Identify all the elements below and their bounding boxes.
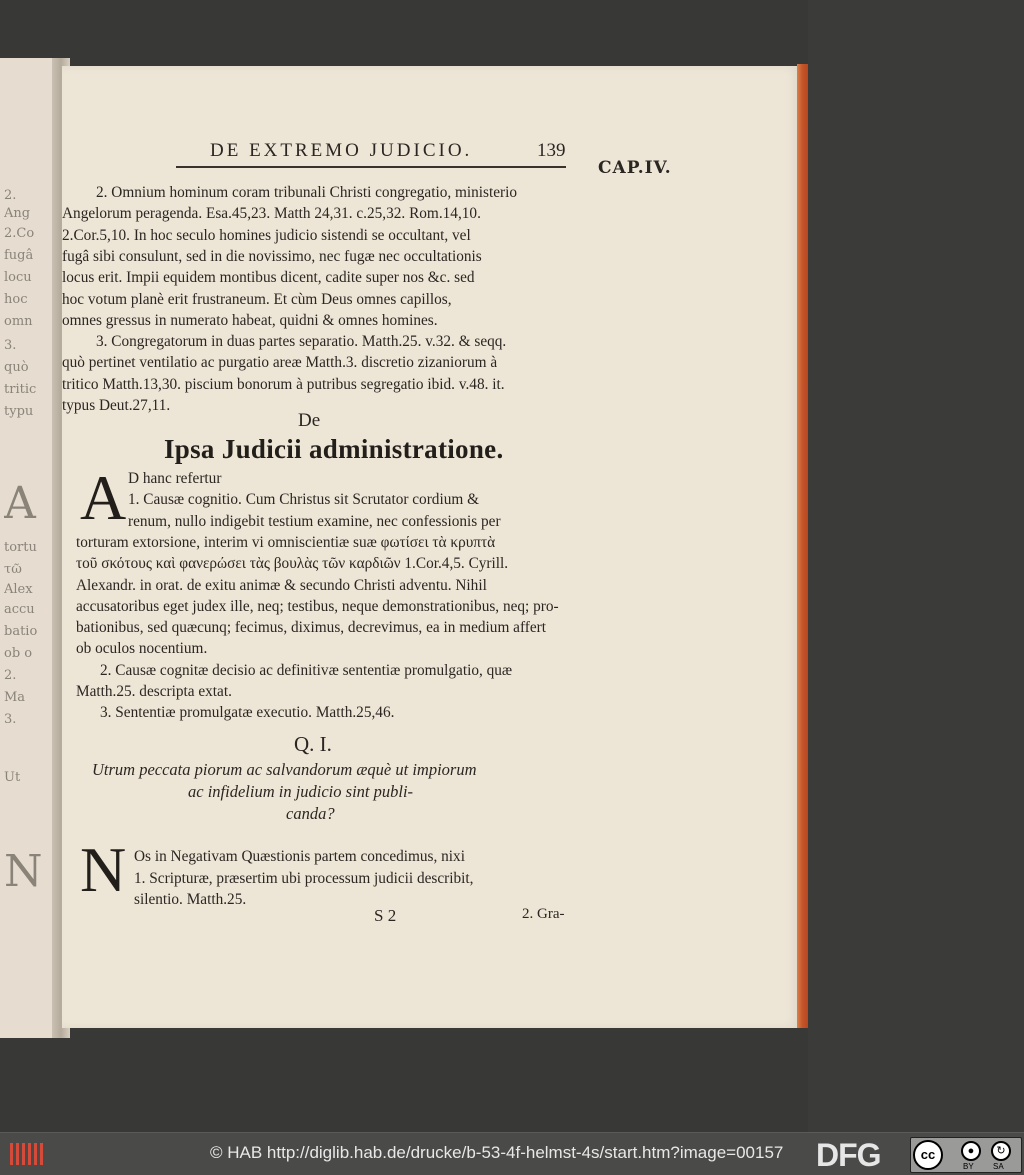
previous-page-fragment: Alex xyxy=(4,582,33,597)
question-line: Utrum peccata piorum ac salvandorum æquè ut impiorum xyxy=(92,760,477,779)
page-number: 139 xyxy=(537,140,566,161)
text-line: tritico Matth.13,30. piscium bonorum à putribus segregatio ibid. v.48. it. xyxy=(62,375,505,393)
text-line: omnes gressus in numerato habeat, quidni & omnes homines. xyxy=(62,311,438,329)
next-page-edge xyxy=(808,0,1024,1132)
person-icon: ● xyxy=(961,1141,981,1161)
text-line: torturam extorsione, interim vi omniscientiæ suæ φωτίσει τὰ κρυπτὰ xyxy=(76,533,496,551)
cc-license-badge[interactable] xyxy=(910,1137,1022,1173)
previous-page-fragment: fugâ xyxy=(4,248,34,263)
question-line: canda? xyxy=(286,804,335,823)
previous-page-fragment: locu xyxy=(4,270,32,285)
text-line: 1. Causæ cognitio. Cum Christus sit Scrutator cordium & xyxy=(128,491,479,509)
previous-page-fragment: A xyxy=(4,478,36,529)
text-line: 2. Omnium hominum coram tribunali Christi congregatio, ministerio xyxy=(96,184,518,201)
text-line: silentio. Matth.25. xyxy=(134,891,247,908)
previous-page-fragment: Ut xyxy=(4,770,21,785)
previous-page-fragment: omn xyxy=(4,314,33,329)
text-line: 1. Scripturæ, præsertim ubi processum judicii describit, xyxy=(134,869,474,887)
dropcap-n: N xyxy=(80,834,127,905)
previous-page-fragment: 2. xyxy=(4,188,17,203)
text-line: 3. Sententiæ promulgatæ executio. Matth.25,46. xyxy=(100,704,395,722)
next-page-caption: CAP.IV. xyxy=(598,158,672,178)
previous-page-fragment: 3. xyxy=(4,338,17,353)
previous-page-fragment: 2.Co xyxy=(4,226,35,241)
previous-page-fragment: 3. xyxy=(4,712,17,727)
dropcap-a: A xyxy=(80,462,127,533)
previous-page-fragment: batio xyxy=(4,624,38,639)
text-line: ob oculos nocentium. xyxy=(76,640,208,658)
previous-page-fragment: hoc xyxy=(4,292,28,307)
signature-mark: S 2 xyxy=(374,906,397,925)
previous-page-fragment: tritic xyxy=(4,382,37,397)
dfg-logo[interactable]: DFG xyxy=(816,1137,881,1173)
text-line: 3. Congregatorum in duas partes separatio. Matth.25. v.32. & seqq. xyxy=(96,333,507,351)
previous-page-fragment: Ang xyxy=(4,206,31,221)
footer-bar xyxy=(0,1132,1024,1175)
section-heading-de: De xyxy=(298,410,321,431)
question-line: ac infidelium in judicio sint publi- xyxy=(188,782,414,801)
question-label: Q. I. xyxy=(294,732,332,756)
text-line: Angelorum peragenda. Esa.45,23. Matth 24,31. c.25,32. Rom.14,10. xyxy=(62,205,481,223)
previous-page-fragment: typu xyxy=(4,404,34,419)
text-line: fugâ sibi consulunt, sed in die novissimo, nec fugæ nec occultationis xyxy=(62,247,482,265)
share-alike-icon: ↻ xyxy=(991,1141,1011,1161)
previous-page-fragment: tortu xyxy=(4,540,37,555)
text-line: Alexandr. in orat. de exitu animæ & secundo Christi adventu. Nihil xyxy=(76,576,487,594)
cc-icon: cc xyxy=(913,1140,943,1170)
text-line: 2. Causæ cognitæ decisio ac definitivæ sententiæ promulgatio, quæ xyxy=(100,661,513,679)
text-line: typus Deut.27,11. xyxy=(62,397,171,414)
hab-logo-icon xyxy=(6,1139,46,1169)
text-line: hoc votum planè erit frustraneum. Et cùm Deus omnes capillos, xyxy=(62,290,452,308)
sa-label: SA xyxy=(993,1162,1004,1171)
footer-url-link[interactable]: © HAB http://diglib.hab.de/drucke/b-53-4f-helmst-4s/start.htm?image=00157 xyxy=(210,1143,784,1162)
text-line: 2.Cor.5,10. In hoc seculo homines judicio sistendi se occultant, vel xyxy=(62,226,471,244)
previous-page-fragment: τῶ xyxy=(4,562,22,577)
previous-page-fragment: quò xyxy=(4,360,29,375)
text-line: renum, nullo indigebit testium examine, nec confessionis per xyxy=(128,512,501,530)
previous-page-fragment: N xyxy=(4,846,43,897)
text-line: τοῦ σκότους καὶ φανερώσει τὰς βουλὰς τῶν καρδιῶν 1.Cor.4,5. Cyrill. xyxy=(76,555,509,573)
previous-page-fragment: accu xyxy=(4,602,35,617)
previous-page-fragment: ob o xyxy=(4,646,33,661)
header-rule xyxy=(176,166,566,168)
section-title: Ipsa Judicii administratione. xyxy=(164,434,504,464)
previous-page-fragment: Ma xyxy=(4,690,26,705)
text-line: accusatoribus eget judex ille, neq; testibus, neque demonstrationibus, neq; pro- xyxy=(76,597,559,615)
catchword: 2. Gra- xyxy=(522,906,565,922)
text-line: locus erit. Impii equidem montibus dicent, cadite super nos &c. sed xyxy=(62,269,475,287)
text-line: D hanc refertur xyxy=(128,470,222,487)
previous-page-fragment: 2. xyxy=(4,668,17,683)
by-label: BY xyxy=(963,1162,974,1171)
text-line: bationibus, sed quæcunq; fecimus, diximus, decrevimus, ea in medium affert xyxy=(76,619,546,637)
text-line: Matth.25. descripta extat. xyxy=(76,683,232,700)
page-edge-red xyxy=(797,64,808,1028)
running-head: DE EXTREMO JUDICIO. xyxy=(210,140,473,161)
text-line: Os in Negativam Quæstionis partem concedimus, nixi xyxy=(134,848,465,865)
text-line: quò pertinet ventilatio ac purgatio areæ Matth.3. discretio zizaniorum à xyxy=(62,354,498,372)
